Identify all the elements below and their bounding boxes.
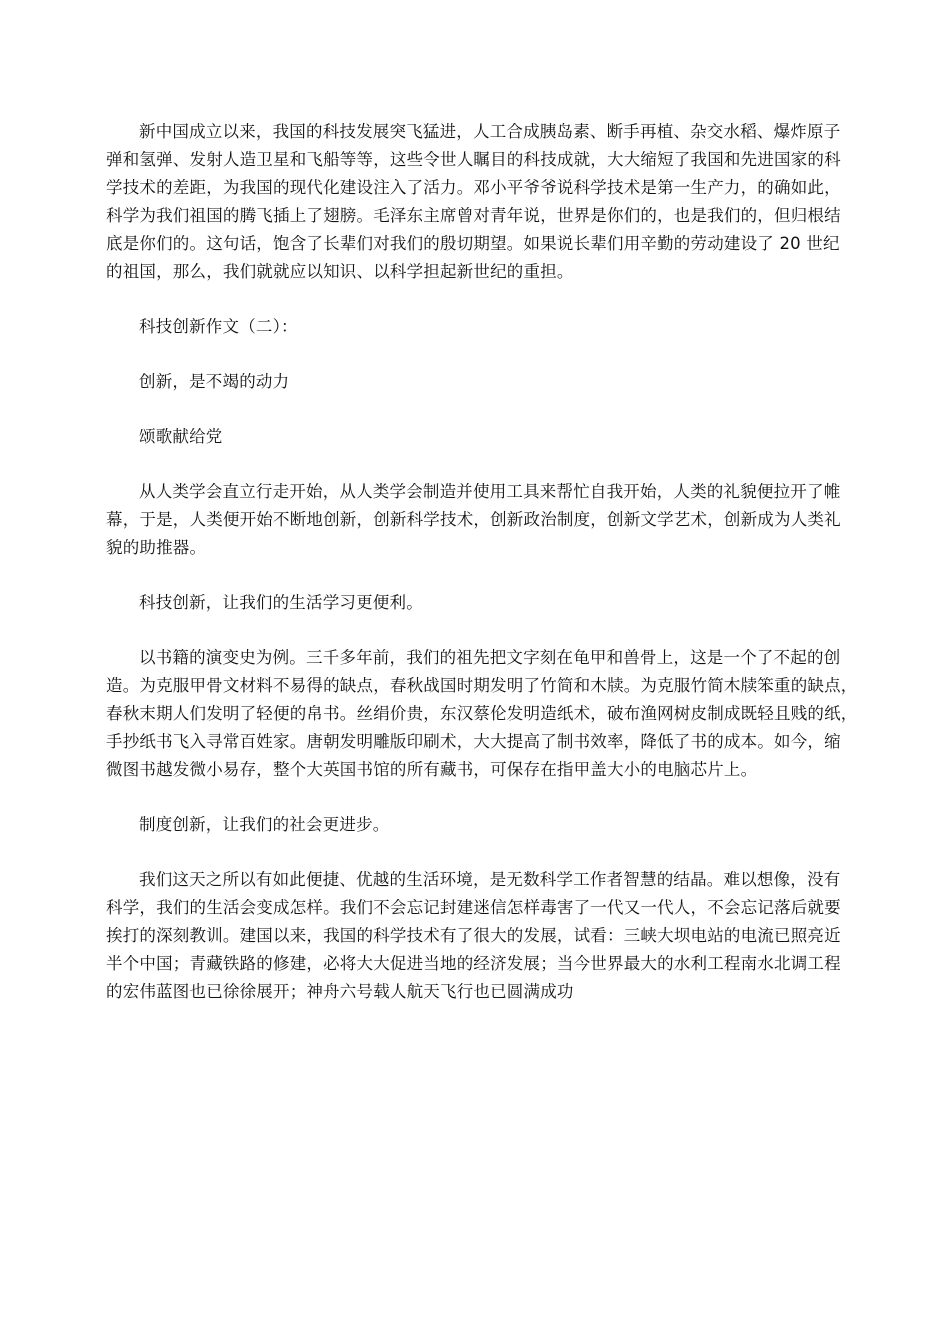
- text-line: 底是你们的。这句话，饱含了长辈们对我们的殷切期望。如果说长辈们用辛勤的劳动建设了 20 世纪: [106, 234, 840, 253]
- text-line: 幕，于是，人类便开始不断地创新，创新科学技术，创新政治制度，创新文学艺术，创新成为人类礼: [106, 510, 841, 529]
- text-line: 貌的助推器。: [106, 538, 207, 557]
- essay-title: [106, 368, 852, 396]
- text-line: 新中国成立以来，我国的科技发展突飞猛进，人工合成胰岛素、断手再植、杂交水稻、爆炸原子: [139, 122, 841, 141]
- paragraph-book-history: [106, 644, 858, 784]
- text-line: 手抄纸书飞入寻常百姓家。唐朝发明雕版印刷术，大大提高了制书效率，降低了书的成本。如今，缩: [106, 732, 841, 751]
- document-body: [106, 118, 858, 1006]
- text-line: 制度创新，让我们的社会更进步。: [139, 815, 390, 834]
- text-line: 半个中国；青藏铁路的修建，必将大大促进当地的经济发展；当今世界最大的水利工程南水北调工程: [106, 954, 841, 973]
- text-line: 科技创新，让我们的生活学习更便利。: [139, 593, 423, 612]
- essay-subtitle: [106, 423, 852, 451]
- text-line: 从人类学会直立行走开始，从人类学会制造并使用工具来帮忙自我开始，人类的礼貌便拉开了帷: [139, 482, 841, 501]
- text-line: 弹和氢弹、发射人造卫星和飞船等等，这些令世人瞩目的科技成就，大大缩短了我国和先进国家的科: [106, 150, 841, 169]
- text-line: 挨打的深刻教训。建国以来，我国的科学技术有了很大的发展，试看：三峡大坝电站的电流已照亮近: [106, 926, 841, 945]
- text-line: 微图书越发微小易存，整个大英国书馆的所有藏书，可保存在指甲盖大小的电脑芯片上。: [106, 760, 758, 779]
- text-line: 科学，我们的生活会变成怎样。我们不会忘记封建迷信怎样毒害了一代又一代人，不会忘记落后就要: [106, 898, 841, 917]
- paragraph-science-achievements: [106, 118, 852, 286]
- section-heading-tech-innovation: [106, 589, 852, 617]
- essay-heading: [106, 313, 852, 341]
- text-line: 的宏伟蓝图也已徐徐展开；神舟六号载人航天飞行也已圆满成功: [106, 982, 574, 1001]
- text-line: 学技术的差距，为我国的现代化建设注入了活力。邓小平爷爷说科学技术是第一生产力，的确如此，: [106, 178, 841, 197]
- paragraph-human-innovation: [106, 478, 852, 562]
- section-heading-system-innovation: [106, 811, 852, 839]
- text-line: 造。为克服甲骨文材料不易得的缺点，春秋战国时期发明了竹简和木牍。为克服竹简木牍笨重的缺点，: [106, 676, 858, 695]
- paragraph-modern-development: [106, 866, 852, 1006]
- text-line: 颂歌献给党: [139, 427, 223, 446]
- text-line: 科学为我们祖国的腾飞插上了翅膀。毛泽东主席曾对青年说，世界是你们的，也是我们的，但归根结: [106, 206, 841, 225]
- text-line: 以书籍的演变史为例。三千多年前，我们的祖先把文字刻在龟甲和兽骨上，这是一个了不起的创: [139, 648, 841, 667]
- text-line: 创新，是不竭的动力: [139, 372, 290, 391]
- text-line: 科技创新作文（二）：: [139, 317, 298, 336]
- text-line: 我们这天之所以有如此便捷、优越的生活环境，是无数科学工作者智慧的结晶。难以想像，没有: [139, 870, 841, 889]
- text-line: 的祖国，那么，我们就就应以知识、以科学担起新世纪的重担。: [106, 262, 574, 281]
- text-line: 春秋末期人们发明了轻便的帛书。丝绢价贵，东汉蔡伦发明造纸术，破布渔网树皮制成既轻且贱的纸，: [106, 704, 858, 723]
